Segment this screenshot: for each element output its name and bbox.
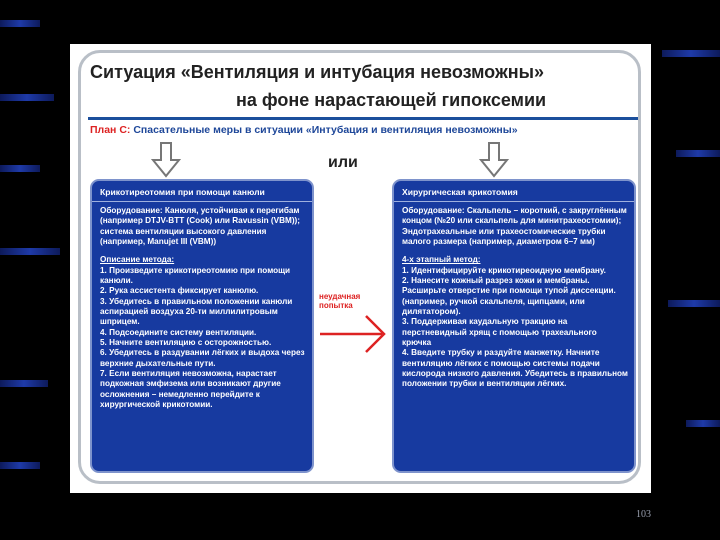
plan-text: Спасательные меры в ситуации «Интубация и вентиляция невозможны» [130, 124, 518, 136]
step-item: 2. Нанесите кожный разрез кожи и мембраны. Расширьте отверстие при помощи тупой диссекции. (например, ручкой скальпеля, щипцами, или дилятатором). [402, 275, 616, 316]
step-item: 3. Поддерживая каудальную тракцию на перстневидный хрящ с помощью трахеального крючка [402, 317, 597, 347]
needle-cricothyrotomy-box [90, 179, 314, 473]
bg-stripe [676, 150, 720, 157]
surgical-cricothyrotomy-box [392, 179, 636, 473]
plan-label: План C: [90, 124, 131, 136]
step-item: 7. Если вентиляция невозможна, нарастает подкожная эмфизема или возникают другие осложнения – немедленно перейдите к хирургической крикотомии. [100, 368, 281, 409]
step-item: 5. Начните вентиляцию с осторожностью. [100, 337, 272, 347]
method-label: 4-х этапный метод: [402, 255, 481, 265]
slide [70, 44, 651, 493]
bg-stripe [0, 165, 40, 172]
bg-stripe [662, 50, 720, 57]
arrow-right-icon [316, 306, 390, 356]
bg-stripe [0, 462, 40, 469]
box-title: Хирургическая крикотомия [402, 187, 518, 197]
bg-stripe [0, 248, 60, 255]
box-divider [92, 201, 312, 202]
box-title: Крикотиреотомия при помощи канюли [100, 187, 265, 197]
title-underline [88, 117, 638, 120]
equipment-text: Оборудование: Канюля, устойчивая к перегибам (например DTJV-BTT (Cook) или Ravussin (VBM)); система вентиляции высокого давления (например, Manujet III (VBM)) [100, 206, 301, 246]
step-item: 1. Произведите крикотиреотомию при помощи канюли. [100, 265, 291, 285]
bg-stripe [686, 420, 720, 427]
step-item: 4. Подсоедините систему вентиляции. [100, 327, 257, 337]
plan-heading [90, 124, 518, 136]
or-label: или [328, 154, 358, 171]
bg-stripe [0, 20, 40, 27]
page-number: 103 [636, 509, 651, 520]
bg-stripe [668, 300, 720, 307]
bg-stripe [0, 94, 54, 101]
step-item: 4. Введите трубку и раздуйте манжетку. Начните вентиляцию лёгких с помощью системы подачи кислорода низкого давления. Убедитесь в правильном положении трубки и вентиляции лёгких. [402, 348, 628, 389]
step-item: 6. Убедитесь в раздувании лёгких и выдоха через верхние дыхательные пути. [100, 348, 305, 368]
down-arrow-icon-left [150, 142, 182, 178]
step-item: 2. Рука ассистента фиксирует канюлю. [100, 286, 259, 296]
method-label: Описание метода: [100, 255, 175, 265]
step-item: 1. Идентифицируйте крикотиреоидную мембрану. [402, 265, 606, 275]
down-arrow-icon-right [478, 142, 510, 178]
slide-title: Ситуация «Вентиляция и интубация невозможны» [90, 62, 544, 82]
step-item: 3. Убедитесь в правильном положении канюли аспирацией воздуха 20-ти миллилитровым шприцем. [100, 296, 293, 327]
box-divider [394, 201, 634, 202]
equipment-text: Оборудование: Скальпель – короткий, с закруглённым концом (№20 или скальпель для минитрахеостомии); Эндотрахеальные или трахеостомические трубки малого размера (например, диаметром 6–7 мм) [402, 206, 627, 246]
bg-stripe [0, 380, 48, 387]
slide-subtitle: на фоне нарастающей гипоксемии [236, 90, 547, 110]
failed-attempt-label: неудачная попытка [319, 292, 361, 311]
